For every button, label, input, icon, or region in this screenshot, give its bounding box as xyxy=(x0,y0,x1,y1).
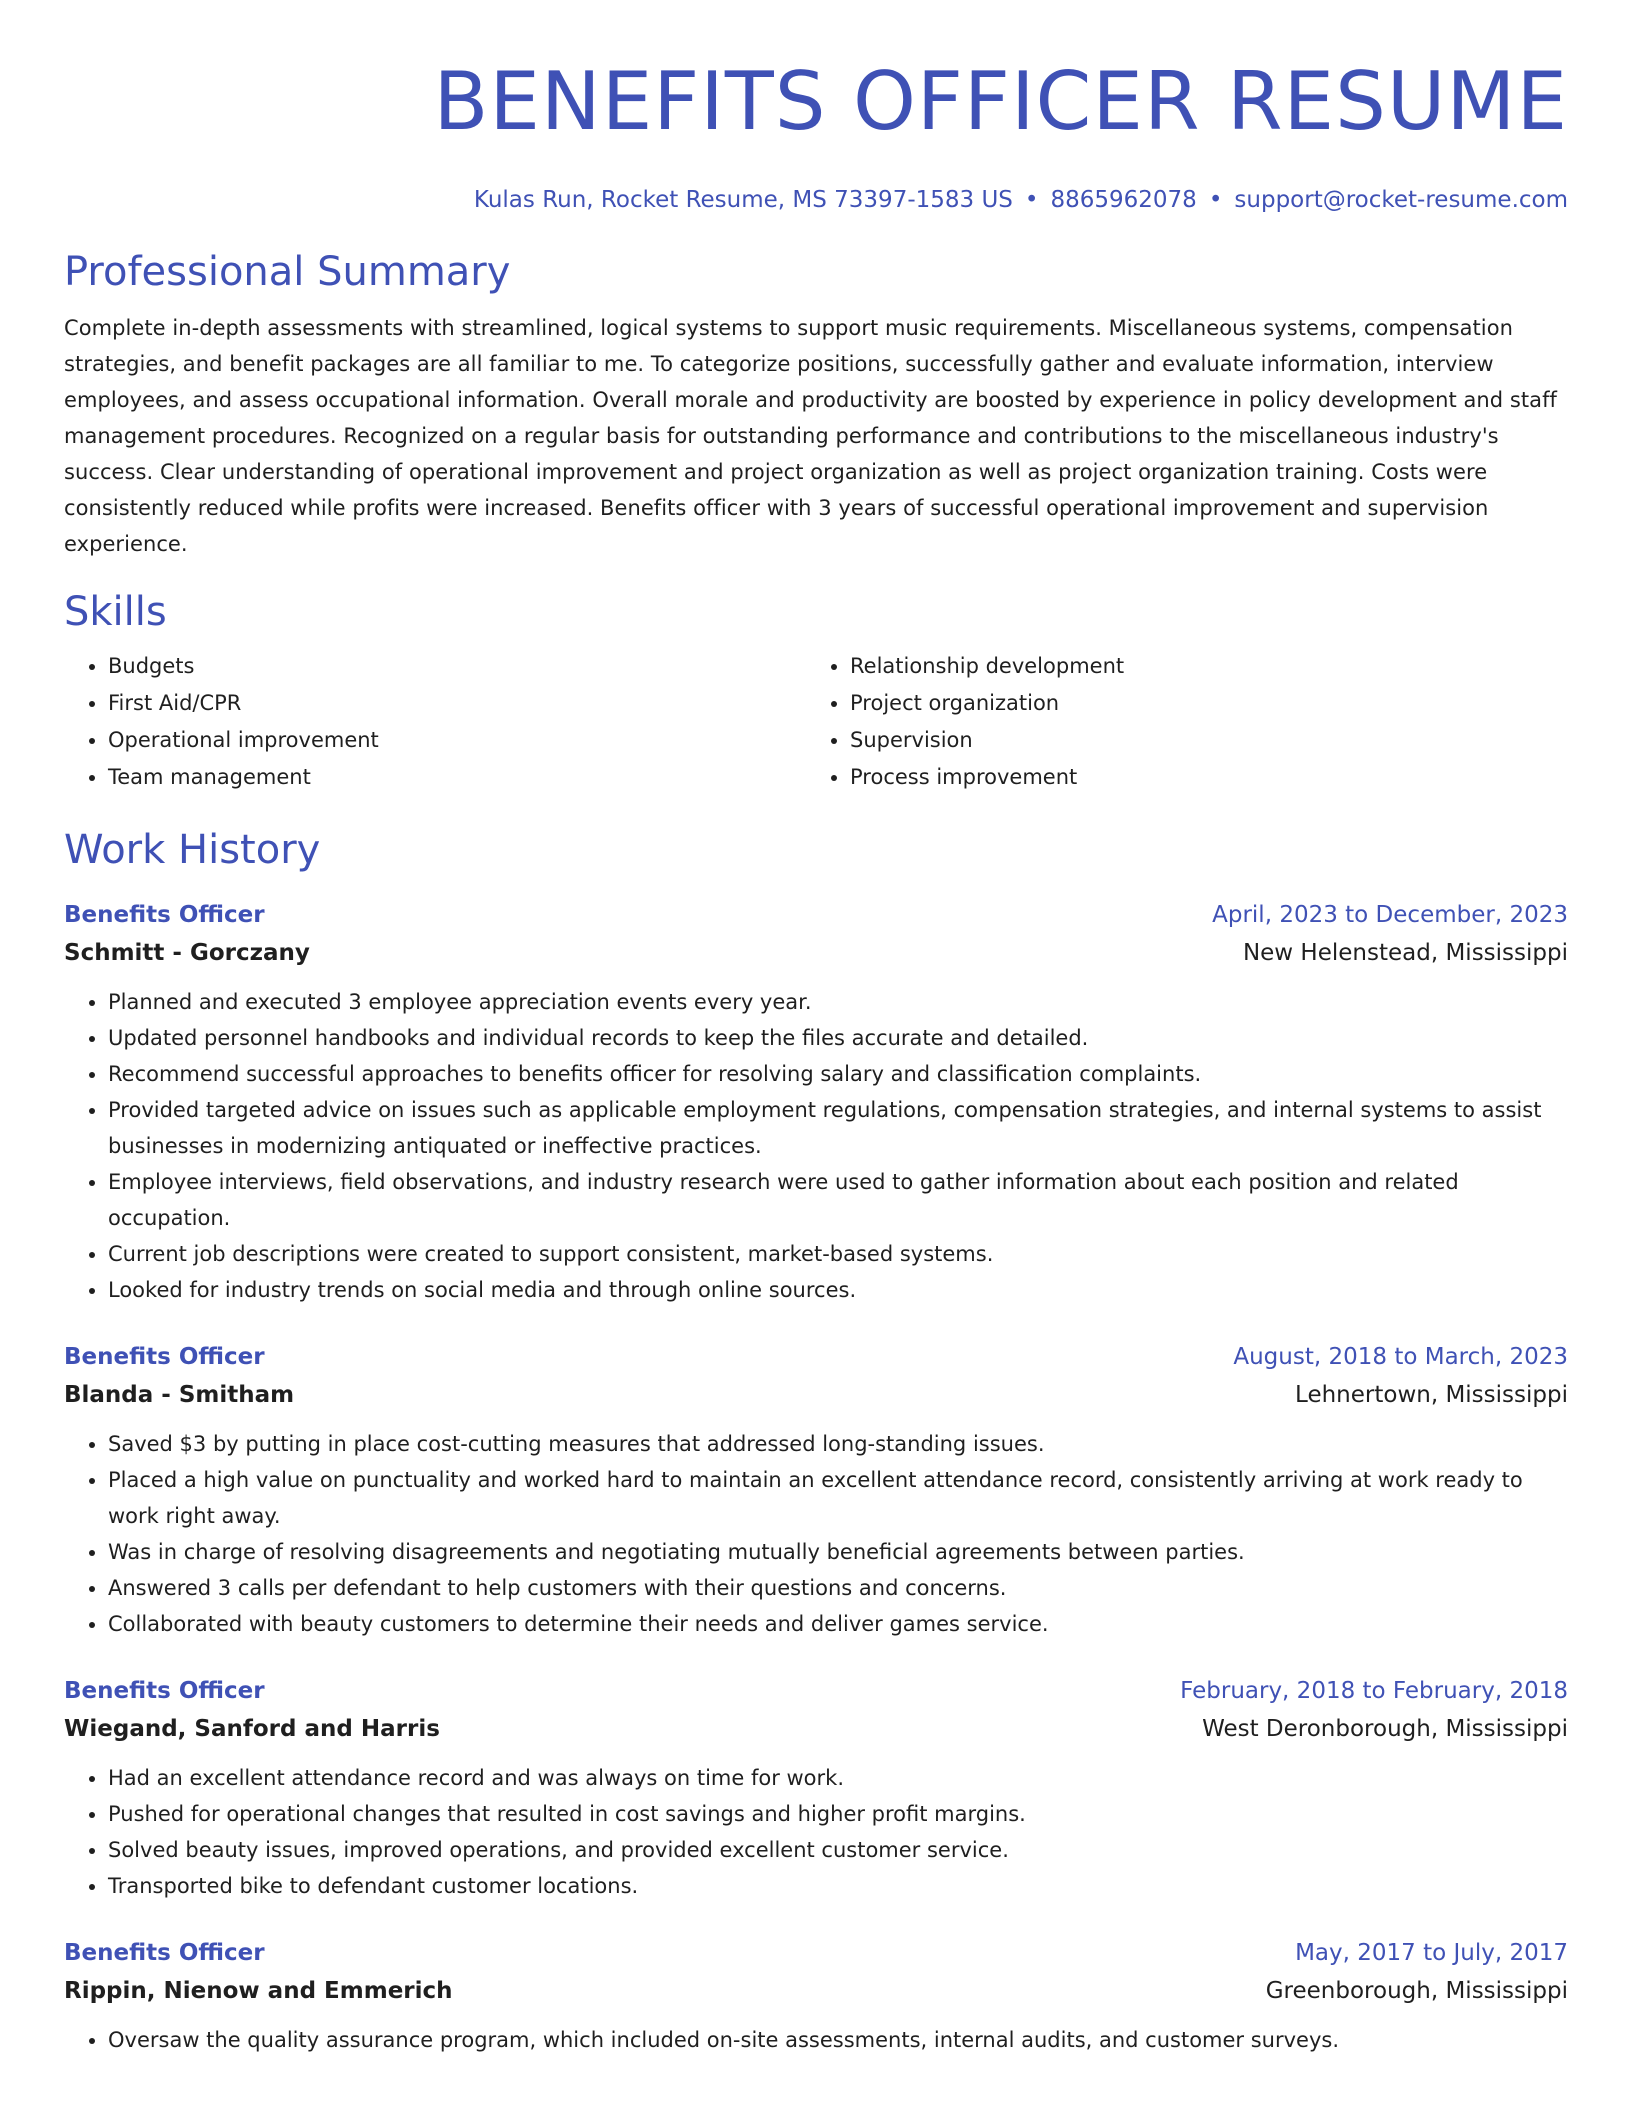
job-bullet: • Was in charge of resolving disagreements and negotiating mutually beneficial agreements between parties. xyxy=(108,1534,1568,1570)
job-title: Benefits Officer xyxy=(64,1678,265,1704)
job-bullet: • Updated personnel handbooks and individual records to keep the files accurate and detailed. xyxy=(108,1020,1568,1056)
job-bullets xyxy=(64,984,1568,1308)
job-entry xyxy=(64,1338,1568,1642)
skills-heading: Skills xyxy=(64,589,167,635)
phone-text: 8865962078 xyxy=(1050,187,1197,213)
job-bullet: • Transported bike to defendant customer locations. xyxy=(108,1868,1568,1904)
job-dates: February, 2018 to February, 2018 xyxy=(1180,1678,1568,1704)
job-bullet: • Employee interviews, field observations, and industry research were used to gather information about each position and related occupation. xyxy=(108,1164,1568,1236)
job-location: Greenborough, Mississippi xyxy=(1265,1978,1568,2004)
skills-column-right xyxy=(806,648,1548,796)
job-bullet: • Planned and executed 3 employee appreciation events every year. xyxy=(108,984,1568,1020)
skill-item: • First Aid/CPR xyxy=(108,685,806,722)
skill-item: • Operational improvement xyxy=(108,722,806,759)
contact-separator: • xyxy=(1208,187,1223,213)
skill-item: • Project organization xyxy=(850,685,1548,722)
job-title: Benefits Officer xyxy=(64,1940,265,1966)
job-dates: April, 2023 to December, 2023 xyxy=(1212,902,1568,928)
job-bullets xyxy=(64,2022,1568,2058)
work-history-heading: Work History xyxy=(64,827,321,873)
job-location: Lehnertown, Mississippi xyxy=(1295,1382,1568,1408)
job-title: Benefits Officer xyxy=(64,1344,265,1370)
job-bullet: • Oversaw the quality assurance program, which included on-site assessments, internal audits, and customer surveys. xyxy=(108,2022,1568,2058)
job-bullet: • Saved $3 by putting in place cost-cutting measures that addressed long-standing issues. xyxy=(108,1426,1568,1462)
skills-list xyxy=(64,648,1568,796)
resume-page xyxy=(64,0,1568,2058)
skill-item: • Supervision xyxy=(850,722,1548,759)
job-bullet: • Solved beauty issues, improved operations, and provided excellent customer service. xyxy=(108,1832,1568,1868)
resume-title: BENEFITS OFFICER RESUME xyxy=(433,55,1568,148)
summary-heading: Professional Summary xyxy=(64,249,511,295)
contact-line xyxy=(64,184,1568,216)
email-text: support@rocket-resume.com xyxy=(1234,187,1568,213)
job-bullet: • Provided targeted advice on issues such as applicable employment regulations, compensation strategies, and internal systems to assist businesses in modernizing antiquated or ineffective practices. xyxy=(108,1092,1568,1164)
job-company: Schmitt - Gorczany xyxy=(64,940,310,966)
job-bullet: • Had an excellent attendance record and was always on time for work. xyxy=(108,1760,1568,1796)
job-company: Wiegand, Sanford and Harris xyxy=(64,1716,440,1742)
job-company: Blanda - Smitham xyxy=(64,1382,295,1408)
job-entry xyxy=(64,1672,1568,1904)
skill-item: • Process improvement xyxy=(850,759,1548,796)
job-bullets xyxy=(64,1760,1568,1904)
skill-item: • Budgets xyxy=(108,648,806,685)
skill-item: • Team management xyxy=(108,759,806,796)
job-bullet: • Current job descriptions were created to support consistent, market-based systems. xyxy=(108,1236,1568,1272)
job-location: New Helenstead, Mississippi xyxy=(1242,940,1568,966)
job-bullet: • Looked for industry trends on social media and through online sources. xyxy=(108,1272,1568,1308)
job-bullet: • Pushed for operational changes that resulted in cost savings and higher profit margins. xyxy=(108,1796,1568,1832)
job-bullets xyxy=(64,1426,1568,1642)
job-company: Rippin, Nienow and Emmerich xyxy=(64,1978,453,2004)
skill-item: • Relationship development xyxy=(850,648,1548,685)
job-bullet: • Recommend successful approaches to benefits officer for resolving salary and classification complaints. xyxy=(108,1056,1568,1092)
job-bullet: • Placed a high value on punctuality and worked hard to maintain an excellent attendance record, consistently arriving at work ready to work right away. xyxy=(108,1462,1568,1534)
job-entry xyxy=(64,1934,1568,2058)
job-bullet: • Collaborated with beauty customers to determine their needs and deliver games service. xyxy=(108,1606,1568,1642)
job-location: West Deronborough, Mississippi xyxy=(1202,1716,1568,1742)
job-dates: May, 2017 to July, 2017 xyxy=(1295,1940,1568,1966)
job-bullet: • Answered 3 calls per defendant to help customers with their questions and concerns. xyxy=(108,1570,1568,1606)
address-text: Kulas Run, Rocket Resume, MS 73397-1583 US xyxy=(473,187,1013,213)
summary-paragraph: Complete in-depth assessments with streamlined, logical systems to support music requirements. Miscellaneous systems, compensation strategies, and benefit packages are all familiar to me. To categorize positions, successfully gather and evaluate information, interview employees, and assess occupational information. Overall morale and productivity are boosted by experience in policy development and staff management procedures. Recognized on a regular basis for outstanding performance and contributions to the miscellaneous industry's success. Clear understanding of operational improvement and project organization as well as project organization training. Costs were consistently reduced while profits were increased. Benefits officer with 3 years of successful operational improvement and supervision experience. xyxy=(64,316,1557,556)
skills-column-left xyxy=(64,648,806,796)
job-entry xyxy=(64,896,1568,1308)
job-dates: August, 2018 to March, 2023 xyxy=(1233,1344,1568,1370)
job-title: Benefits Officer xyxy=(64,902,265,928)
contact-separator: • xyxy=(1024,187,1039,213)
